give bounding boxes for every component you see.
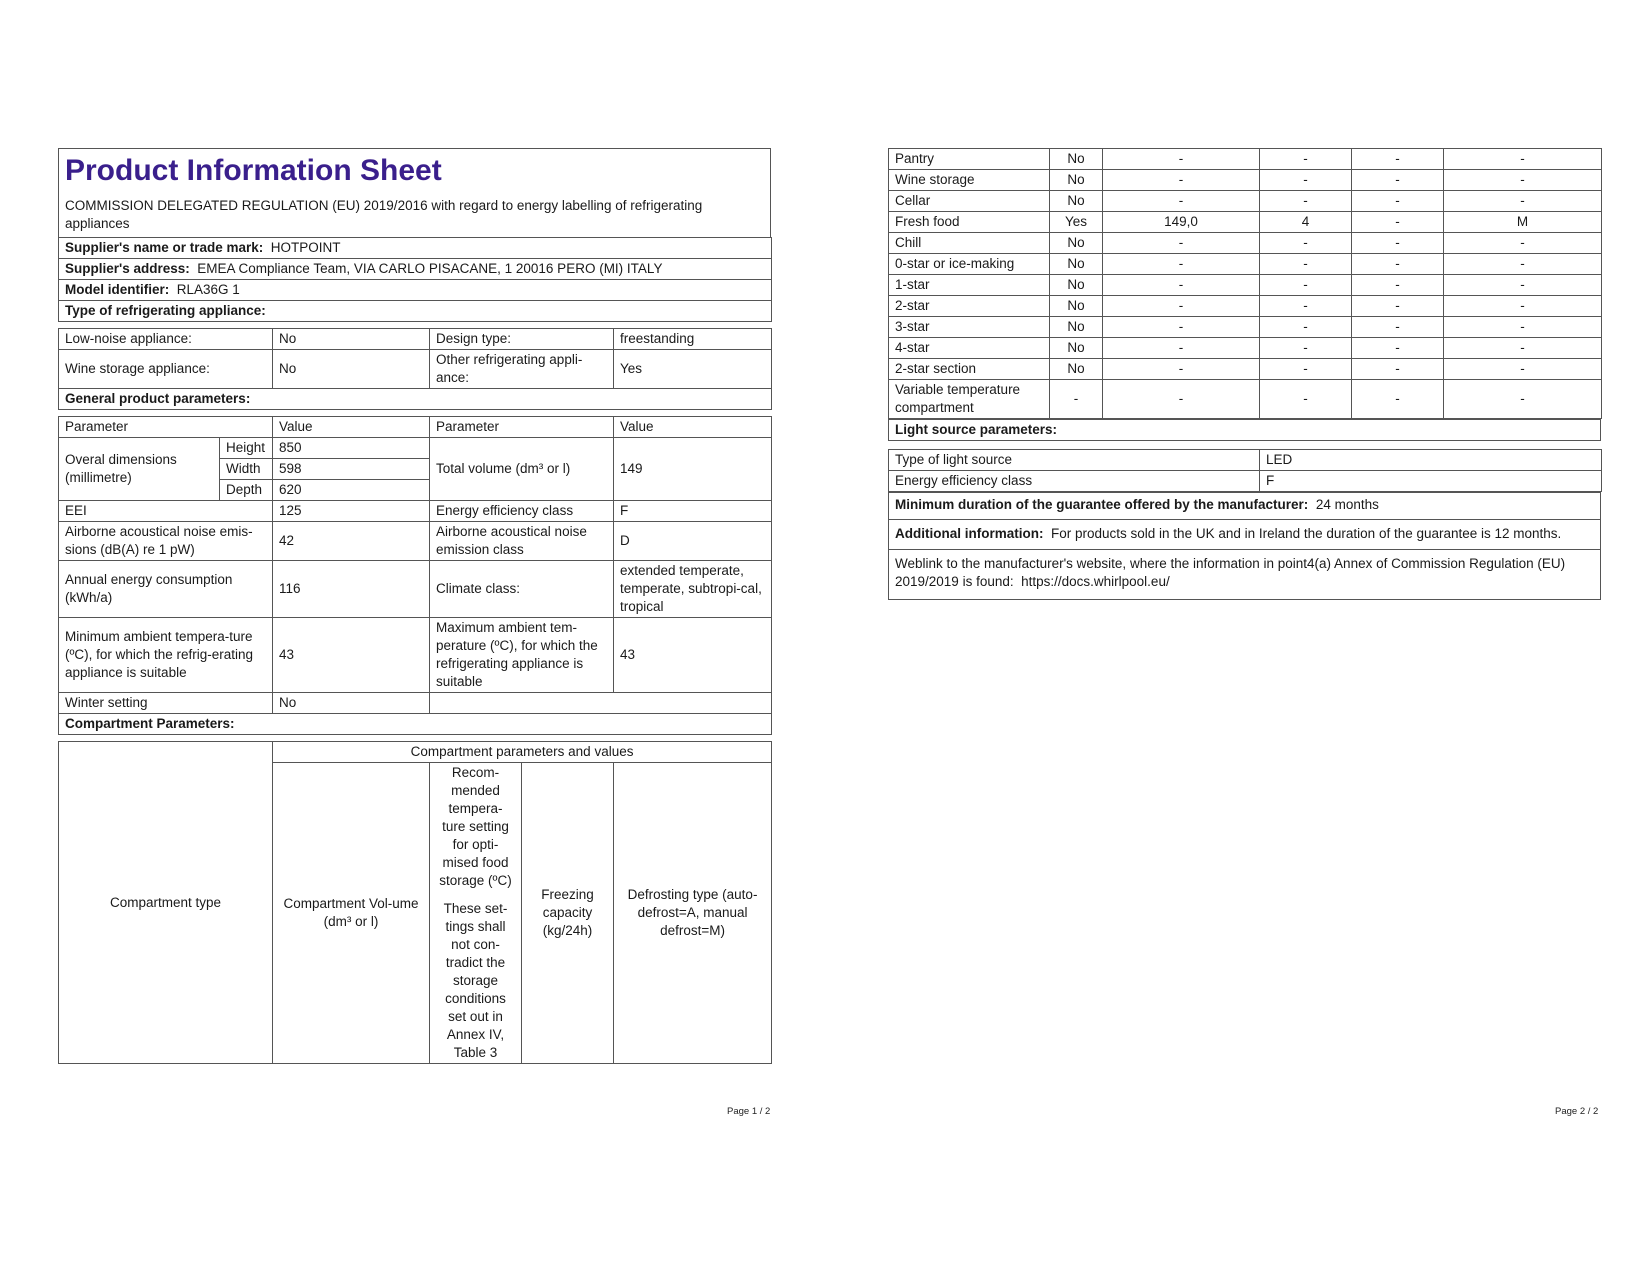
compartment-defrost: M — [1444, 212, 1602, 233]
value-header: Value — [273, 417, 430, 438]
noise-row — [59, 522, 772, 561]
compartment-type: 2-star — [889, 296, 1050, 317]
compartment-type: Cellar — [889, 191, 1050, 212]
compartment-defrost: - — [1444, 170, 1602, 191]
compartment-defrost: - — [1444, 191, 1602, 212]
compartment-row — [889, 338, 1602, 359]
dimensions-label: Overal dimensions (millimetre) — [59, 438, 220, 501]
total-volume-label: Total volume (dm³ or l) — [430, 438, 614, 501]
depth-value: 620 — [273, 480, 430, 501]
supplier-address: EMEA Compliance Team, VIA CARLO PISACANE, 1 20016 PERO (MI) ITALY — [197, 261, 663, 276]
compartment-volume: - — [1103, 254, 1260, 275]
compartment-row — [889, 149, 1602, 170]
compartment-freezing: - — [1352, 296, 1444, 317]
type-heading: Type of refrigerating appliance: — [59, 301, 772, 322]
annual-energy-label: Annual energy consumption (kWh/a) — [59, 561, 273, 618]
ambient-temp-row — [59, 618, 772, 693]
rec-temp-header — [430, 763, 522, 1064]
light-source-table — [888, 449, 1602, 492]
climate-label: Climate class: — [430, 561, 614, 618]
min-temp-label: Minimum ambient tempera-ture (ºC), for which the refrig-erating appliance is suitable — [59, 618, 273, 693]
supplier-name: HOTPOINT — [270, 240, 341, 255]
compartment-freezing: - — [1352, 380, 1444, 419]
defrost-header: Defrosting type (auto-defrost=A, manual defrost=M) — [614, 763, 772, 1064]
page-number-2: Page 2 / 2 — [1555, 1106, 1599, 1117]
compartment-type: Pantry — [889, 149, 1050, 170]
compartment-row — [889, 212, 1602, 233]
max-temp-value: 43 — [614, 618, 772, 693]
params-header-row — [59, 417, 772, 438]
compartment-present: No — [1050, 191, 1103, 212]
compartment-freezing: - — [1352, 254, 1444, 275]
noise-value: 42 — [273, 522, 430, 561]
param-header: Parameter — [59, 417, 273, 438]
compartment-volume: - — [1103, 233, 1260, 254]
climate-value: extended temperate, temperate, subtropi-cal, tropical — [614, 561, 772, 618]
compartment-freezing: - — [1352, 170, 1444, 191]
guarantee-row — [889, 493, 1601, 520]
compartment-defrost: - — [1444, 296, 1602, 317]
compartment-temp: - — [1260, 380, 1352, 419]
light-type-value: LED — [1260, 450, 1602, 471]
compartment-freezing: - — [1352, 338, 1444, 359]
compartment-type: Wine storage — [889, 170, 1050, 191]
compartment-volume: - — [1103, 317, 1260, 338]
guarantee-value: 24 months — [1315, 497, 1379, 512]
general-heading-row — [59, 389, 772, 410]
compartment-present: No — [1050, 317, 1103, 338]
page-number-1: Page 1 / 2 — [727, 1106, 771, 1117]
winter-row — [59, 693, 772, 714]
compartment-freezing: - — [1352, 275, 1444, 296]
compartment-type: Chill — [889, 233, 1050, 254]
compartment-temp: - — [1260, 317, 1352, 338]
compartment-present: No — [1050, 170, 1103, 191]
compartment-temp: - — [1260, 296, 1352, 317]
compartment-type: Variable temperature compartment — [889, 380, 1050, 419]
comp-volume-header: Compartment Vol-ume (dm³ or l) — [273, 763, 430, 1064]
compartment-freezing: - — [1352, 317, 1444, 338]
additional-value: For products sold in the UK and in Ireland the duration of the guarantee is 12 months. — [1051, 526, 1562, 541]
compartment-volume: - — [1103, 338, 1260, 359]
supplier-name-row — [59, 238, 772, 259]
compartment-defrost: - — [1444, 149, 1602, 170]
page-title: Product Information Sheet — [65, 154, 442, 187]
width-value: 598 — [273, 459, 430, 480]
other-refrig-label: Other refrigerating appli-ance: — [430, 350, 614, 389]
eei-row — [59, 501, 772, 522]
compartment-volume: - — [1103, 296, 1260, 317]
low-noise-value: No — [273, 329, 430, 350]
comp-type-header: Compartment type — [59, 742, 273, 1064]
compartment-temp: - — [1260, 275, 1352, 296]
design-type-label: Design type: — [430, 329, 614, 350]
rec-temp-note: These set-tings shall not con-tradict the storage conditions set out in Annex IV, Table 3 — [443, 901, 508, 1060]
compartment-freezing: - — [1352, 149, 1444, 170]
compartment-defrost: - — [1444, 380, 1602, 419]
weblink-url[interactable]: https://docs.whirlpool.eu/ — [1021, 574, 1170, 589]
low-noise-row — [59, 329, 772, 350]
compartment-volume: - — [1103, 380, 1260, 419]
param-header-2: Parameter — [430, 417, 614, 438]
height-value: 850 — [273, 438, 430, 459]
compartment-heading-row — [59, 714, 772, 735]
compartment-row — [889, 317, 1602, 338]
annual-energy-row — [59, 561, 772, 618]
compartment-volume: - — [1103, 149, 1260, 170]
compartment-volume: 149,0 — [1103, 212, 1260, 233]
compartment-temp: - — [1260, 254, 1352, 275]
weblink-text: Weblink to the manufacturer's website, where the information in point4(a) Annex of Commission Regulation (EU) 2019/2019 is found: — [895, 556, 1566, 589]
total-volume-value: 149 — [614, 438, 772, 501]
compartment-present: No — [1050, 359, 1103, 380]
additional-row — [889, 520, 1601, 550]
compartment-row — [889, 275, 1602, 296]
min-temp-value: 43 — [273, 618, 430, 693]
compartment-temp: - — [1260, 359, 1352, 380]
light-type-row — [889, 450, 1602, 471]
compartment-temp: 4 — [1260, 212, 1352, 233]
compartment-freezing: - — [1352, 233, 1444, 254]
compartment-temp: - — [1260, 191, 1352, 212]
compartment-type: 2-star section — [889, 359, 1050, 380]
type-heading-row — [59, 301, 772, 322]
compartment-volume: - — [1103, 170, 1260, 191]
compartment-defrost: - — [1444, 317, 1602, 338]
supplier-address-row — [59, 259, 772, 280]
compartment-present: No — [1050, 254, 1103, 275]
compartment-temp: - — [1260, 338, 1352, 359]
compartment-volume: - — [1103, 359, 1260, 380]
value-header-2: Value — [614, 417, 772, 438]
supplier-name-label: Supplier's name or trade mark: — [65, 240, 264, 255]
comp-header-row-1 — [59, 742, 772, 763]
compartment-heading: Compartment Parameters: — [59, 714, 772, 735]
depth-label: Depth — [220, 480, 273, 501]
sheet-header — [58, 148, 771, 237]
comp-params-values: Compartment parameters and values — [273, 742, 772, 763]
energy-class-value: F — [614, 501, 772, 522]
noise-class-value: D — [614, 522, 772, 561]
compartment-defrost: - — [1444, 275, 1602, 296]
energy-class-label: Energy efficiency class — [430, 501, 614, 522]
light-class-label: Energy efficiency class — [889, 471, 1260, 492]
compartment-type: Fresh food — [889, 212, 1050, 233]
compartment-temp: - — [1260, 233, 1352, 254]
compartment-present: No — [1050, 275, 1103, 296]
weblink-row — [889, 550, 1601, 600]
compartment-freezing: - — [1352, 212, 1444, 233]
regulation-text: COMMISSION DELEGATED REGULATION (EU) 2019/2016 with regard to energy labelling of refrigerating appliances — [65, 198, 703, 231]
additional-label: Additional information: — [895, 526, 1044, 541]
compartment-row — [889, 233, 1602, 254]
wine-storage-label: Wine storage appliance: — [59, 350, 273, 389]
eei-label: EEI — [59, 501, 273, 522]
light-heading: Light source parameters: — [889, 420, 1601, 441]
light-heading-row — [889, 420, 1601, 441]
compartment-row — [889, 359, 1602, 380]
compartment-row — [889, 254, 1602, 275]
compartment-volume: - — [1103, 191, 1260, 212]
model-label: Model identifier: — [65, 282, 170, 297]
compartment-freezing: - — [1352, 191, 1444, 212]
low-noise-label: Low-noise appliance: — [59, 329, 273, 350]
max-temp-label: Maximum ambient tem-perature (ºC), for which the refrigerating appliance is suitable — [430, 618, 614, 693]
compartment-type: 4-star — [889, 338, 1050, 359]
model-row — [59, 280, 772, 301]
compartment-row — [889, 170, 1602, 191]
height-label: Height — [220, 438, 273, 459]
compartment-type: 1-star — [889, 275, 1050, 296]
info-sheet-page-2 — [888, 148, 1601, 600]
light-heading-table — [888, 419, 1601, 441]
winter-label: Winter setting — [59, 693, 273, 714]
light-class-row — [889, 471, 1602, 492]
wine-storage-row — [59, 350, 772, 389]
eei-value: 125 — [273, 501, 430, 522]
compartment-present: No — [1050, 233, 1103, 254]
other-refrig-value: Yes — [614, 350, 772, 389]
noise-label: Airborne acoustical noise emis-sions (dB(A) re 1 pW) — [59, 522, 273, 561]
compartment-volume: - — [1103, 275, 1260, 296]
compartment-temp: - — [1260, 149, 1352, 170]
compartment-present: - — [1050, 380, 1103, 419]
compartment-freezing: - — [1352, 359, 1444, 380]
compartment-defrost: - — [1444, 359, 1602, 380]
compartment-present: No — [1050, 296, 1103, 317]
width-label: Width — [220, 459, 273, 480]
compartment-defrost: - — [1444, 254, 1602, 275]
compartment-present: No — [1050, 149, 1103, 170]
supplier-address-label: Supplier's address: — [65, 261, 190, 276]
wine-storage-value: No — [273, 350, 430, 389]
compartment-type: 3-star — [889, 317, 1050, 338]
info-sheet-page-1 — [58, 148, 771, 1064]
annual-energy-value: 116 — [273, 561, 430, 618]
compartment-row — [889, 191, 1602, 212]
light-class-value: F — [1260, 471, 1602, 492]
general-info-table — [58, 237, 772, 1064]
light-type-label: Type of light source — [889, 450, 1260, 471]
guarantee-table — [888, 492, 1601, 600]
rec-temp-title: Recom-mended tempera-ture setting for opti-mised food storage (ºC) — [439, 765, 512, 888]
freezing-header: Freezing capacity (kg/24h) — [522, 763, 614, 1064]
height-row — [59, 438, 772, 459]
compartment-present: Yes — [1050, 212, 1103, 233]
compartment-temp: - — [1260, 170, 1352, 191]
compartment-row — [889, 296, 1602, 317]
compartment-type: 0-star or ice-making — [889, 254, 1050, 275]
noise-class-label: Airborne acoustical noise emission class — [430, 522, 614, 561]
general-heading: General product parameters: — [59, 389, 772, 410]
winter-value: No — [273, 693, 430, 714]
model-identifier: RLA36G 1 — [176, 282, 240, 297]
compartment-present: No — [1050, 338, 1103, 359]
design-type-value: freestanding — [614, 329, 772, 350]
compartment-defrost: - — [1444, 233, 1602, 254]
compartment-defrost: - — [1444, 338, 1602, 359]
guarantee-label: Minimum duration of the guarantee offered by the manufacturer: — [895, 497, 1309, 512]
compartment-table — [888, 148, 1602, 419]
compartment-row — [889, 380, 1602, 419]
